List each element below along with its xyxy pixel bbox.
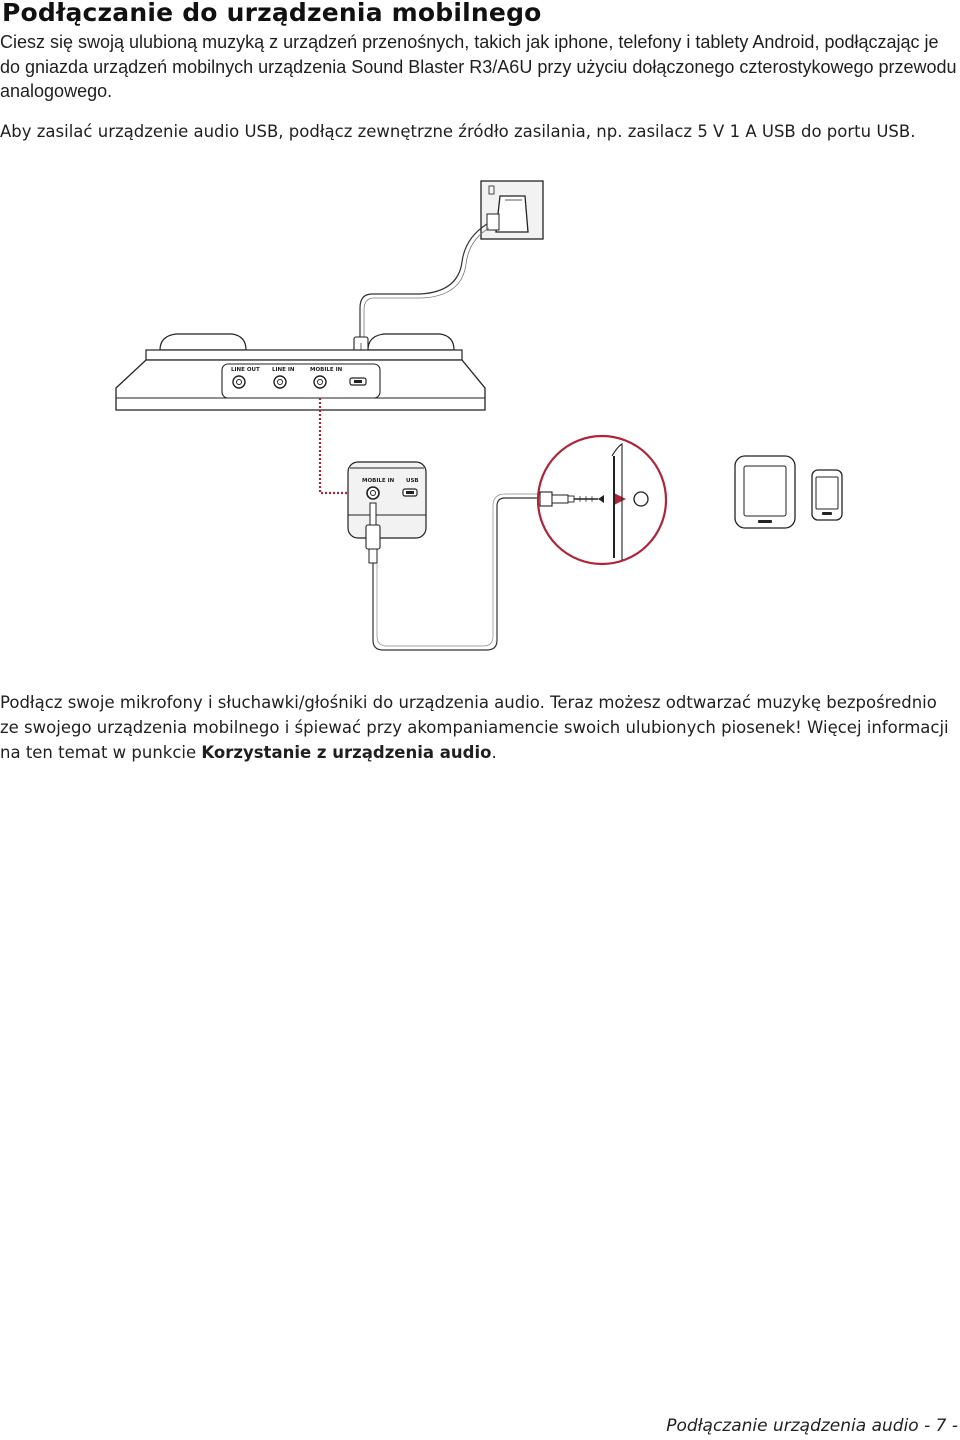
zoom-guide-line bbox=[320, 398, 348, 493]
mobile-in-label: MOBILE IN bbox=[310, 367, 343, 373]
usage-paragraph-link: Korzystanie z urządzenia audio bbox=[201, 743, 492, 762]
usb-zoom-label: USB bbox=[406, 478, 419, 484]
zoom-circle bbox=[538, 436, 666, 564]
power-paragraph: Aby zasilać urządzenie audio USB, podłącz zewnętrzne źródło zasilania, np. zasilacz 5 V 1 A USB do portu USB. bbox=[0, 122, 916, 141]
line-in-label: LINE IN bbox=[272, 367, 295, 373]
tablet-icon bbox=[735, 456, 795, 528]
power-cable bbox=[360, 224, 487, 338]
connection-diagram bbox=[0, 170, 960, 670]
smartphone-icon bbox=[812, 470, 842, 520]
sound-blaster-device bbox=[116, 334, 485, 410]
intro-paragraph: Ciesz się swoją ulubioną muzyką z urządzeń przenośnych, takich jak iphone, telefony i tablety Android, podłączając je do gniazda urządzeń mobilnych urządzenia Sound Blaster R3/A6U przy użyciu dołączonego czterostykowego przewodu analogowego. bbox=[0, 32, 957, 101]
line-out-label: LINE OUT bbox=[231, 367, 260, 373]
usage-paragraph-end: . bbox=[491, 743, 497, 762]
page-title: Podłączanie do urządzenia mobilnego bbox=[2, 0, 542, 27]
port-zoom-panel bbox=[348, 462, 426, 538]
usage-paragraph bbox=[0, 690, 958, 765]
usage-paragraph-text: Podłącz swoje mikrofony i słuchawki/głośniki do urządzenia audio. Teraz możesz odtwarzać muzykę bezpośrednio ze swojego urządzenia mobilnego i śpiewać przy akompaniamencie swoich ulubionych piosenek! Więcej informacji na ten temat w punkcie bbox=[0, 693, 949, 762]
page-footer: Podłączanie urządzenia audio - 7 - bbox=[666, 1416, 958, 1436]
mobile-in-zoom-label: MOBILE IN bbox=[362, 478, 395, 484]
